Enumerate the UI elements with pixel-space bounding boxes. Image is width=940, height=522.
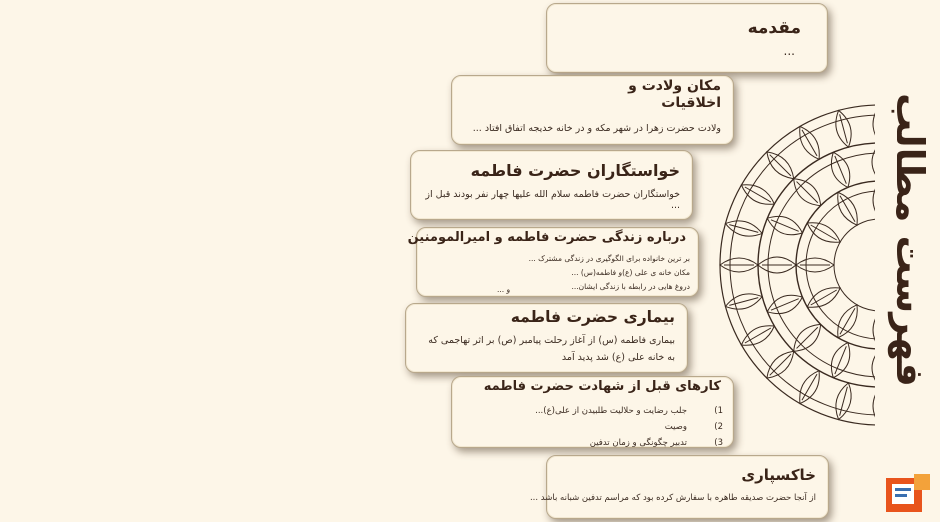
toc-item-line: مکان خانه ی علی (ع)و فاطمه(س) ... (571, 268, 690, 277)
toc-subitem-num: 3) (714, 438, 723, 448)
toc-item-title: کارهای قبل از شهادت حضرت فاطمه (483, 379, 721, 394)
toc-item-desc: خواستگاران حضرت فاطمه سلام الله علیها چهار نفر بودند قبل از ... (425, 189, 680, 212)
toc-subitem-text: جلب رضایت و حلالیت طلبیدن از علی(ع)... (535, 406, 687, 416)
toc-subitem (535, 403, 723, 419)
toc-item-line: بر ترین خانواده برای الگوگیری در زندگی مشترک ... (528, 254, 690, 263)
toc-item-life[interactable] (407, 227, 699, 297)
toc-item-illness[interactable] (405, 303, 688, 373)
toc-item-burial[interactable] (529, 455, 829, 519)
toc-item-desc: ولادت حضرت زهرا در شهر مکه و در خانه خدیجه اتفاق افتاد ... (472, 122, 721, 134)
toc-subitem-text: وصیت (664, 422, 687, 432)
toc-item-title: خواستگاران حضرت فاطمه (470, 161, 680, 180)
toc-item-intro[interactable] (546, 3, 828, 73)
toc-item-desc-line2: به خانه علی (ع) شد پدید آمد (561, 351, 675, 363)
toc-item-title: درباره زندگی حضرت فاطمه و امیرالمومنین (407, 230, 686, 245)
toc-item-desc: از آنجا حضرت صدیقه طاهره با سفارش کرده بود که مراسم تدفین شبانه باشد ... (529, 493, 816, 503)
toc-item-title: خاکسپاری (741, 466, 816, 484)
toc-item-birth[interactable] (451, 75, 734, 145)
toc-item-suitors[interactable] (410, 150, 693, 220)
toc-item-title-line2: اخلاقیات (661, 94, 721, 111)
toc-item-line: و ... (497, 285, 511, 294)
toc-subitem (535, 435, 723, 451)
toc-title (880, 80, 940, 400)
toc-item-before-martyrdom[interactable] (451, 376, 734, 448)
toc-item-desc-line1: بیماری فاطمه (س) از آغاز رحلت پیامبر (ص) بر اثر تهاجمی که (428, 334, 675, 346)
toc-item-line: دروغ هایی در رابطه با زندگی ایشان... (571, 282, 690, 291)
orange-logo-icon[interactable] (886, 474, 930, 514)
toc-item-title: بیماری حضرت فاطمه (510, 308, 675, 326)
mandala-ornament-icon (715, 100, 875, 430)
toc-subitem (535, 419, 723, 435)
toc-subitem-text: تدبیر چگونگی و زمان تدفین (589, 438, 687, 448)
toc-subitem-num: 2) (714, 422, 723, 432)
toc-title-text: فهرست مطالب (888, 93, 932, 387)
toc-item-title-line1: مکان ولادت و (628, 78, 721, 94)
toc-item-title: مقدمه (747, 18, 801, 38)
toc-subitem-num: 1) (714, 406, 723, 416)
toc-item-desc: ... (783, 44, 795, 59)
